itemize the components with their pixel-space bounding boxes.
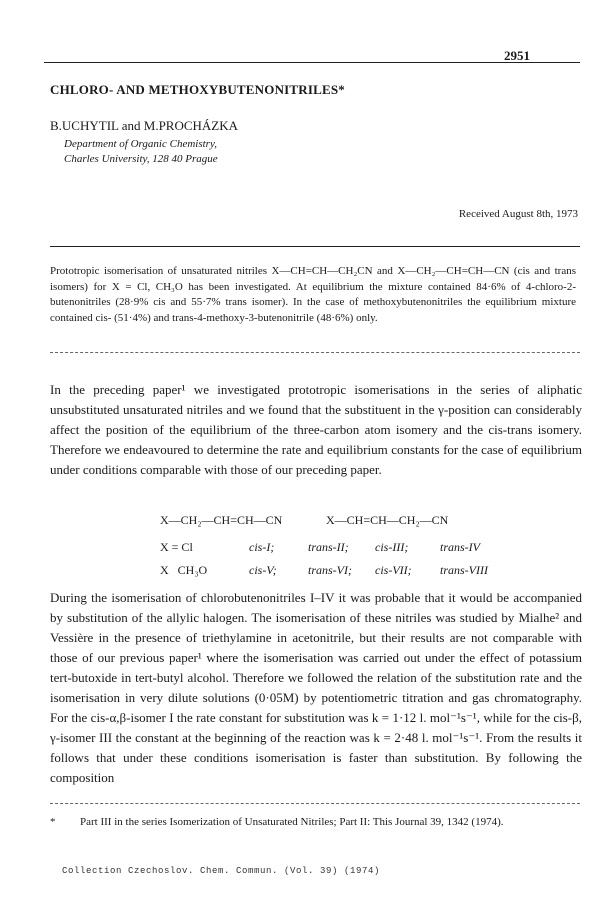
isomer-label: cis-III;	[375, 540, 409, 554]
formula-row-methoxy	[160, 563, 488, 578]
isomer-label: trans-IV	[440, 540, 480, 554]
isomer-label: cis-VII;	[375, 563, 412, 577]
formula-left: X—CH₂—CH=CH—CN	[160, 513, 283, 527]
isomer-label: cis-I;	[249, 540, 275, 554]
received-date: Received August 8th, 1973	[458, 208, 578, 220]
abstract-bottom-rule	[50, 352, 580, 353]
abstract: Prototropic isomerisation of unsaturated nitriles X—CH=CH—CH₂CN and X—CH₂—CH=CH—CN (cis and trans isomers) for X = Cl, CH₃O has been investigated. At equilibrium the mixture contained 84·6% of 4-chloro-2-butenonitriles (28·9% cis and 55·7% trans isomer). In the case of methoxybutenonitriles the equilibrium mixture contained cis- (51·4%) and trans-4-methoxy-3-butenonitrile (48·6%) only.	[50, 265, 576, 324]
isomer-label: cis-V;	[249, 563, 277, 577]
substituent-och3: X CH₃O	[160, 563, 208, 577]
abstract-top-rule	[50, 246, 580, 247]
formula-row-chloro	[160, 540, 480, 555]
body-paragraph-2: During the isomerisation of chlorobutenonitriles I–IV it was probable that it would be accompanied by substitution of the allylic halogen. The isomerisation of these nitriles was studied by Mialhe² and Vessière in the presence of triethylamine in acetonitrile, but their results are not comparable with those of our previous paper¹ where the isomerisation was carried out under the effect of potassium tert-butoxide in tert-butyl alcohol. Therefore we followed the relation of the substitution rate and the isomerisation in very dilute solutions (0·05M) by potentiometric titration and gas chromatography. For the cis-α,β-isomer I the rate constant for substitution was k = 1·12 l. mol⁻¹s⁻¹, while for the cis-β, γ-isomer III the constant at the beginning of the reaction was k = 2·48 l. mol⁻¹s⁻¹. From the results it follows that under these conditions isomerisation is faster than substitution. By following the composition	[50, 590, 582, 785]
footnote-text: Part III in the series Isomerization of Unsaturated Nitriles; Part II: This Journal 39, 1342 (1974).	[80, 816, 504, 828]
footnote	[50, 814, 580, 830]
isomer-label: trans-VIII	[440, 563, 488, 577]
journal-footer: Collection Czechoslov. Chem. Commun. (Vol. 39) (1974)	[62, 866, 381, 876]
substituent-cl: X = Cl	[160, 540, 193, 554]
article-title: CHLORO- AND METHOXYBUTENONITRILES*	[50, 82, 346, 97]
isomer-label: trans-II;	[308, 540, 349, 554]
formula-right: X—CH=CH—CH₂—CN	[326, 513, 449, 527]
body-paragraph-1: In the preceding paper¹ we investigated prototropic isomerisations in the series of aliphatic unsubstituted unsaturated nitriles and we found that the substituent in the γ-position can considerably affect the position of the equilibrium of the three-carbon atom isomery and the cis-trans isomery. Therefore we endeavoured to determine the rate and equilibrium constants for the case of equilibrium under conditions comparable with those of our preceding paper.	[50, 382, 582, 477]
header-rule	[44, 62, 580, 63]
page-number: 2951	[504, 48, 530, 63]
footnote-rule	[50, 803, 580, 804]
authors: B.UCHYTIL and M.PROCHÁZKA	[50, 118, 239, 133]
affiliation-line-1: Department of Organic Chemistry,	[64, 138, 217, 150]
affiliation-line-2: Charles University, 128 40 Prague	[64, 153, 218, 165]
footnote-mark: *	[50, 816, 56, 828]
isomer-label: trans-VI;	[308, 563, 352, 577]
